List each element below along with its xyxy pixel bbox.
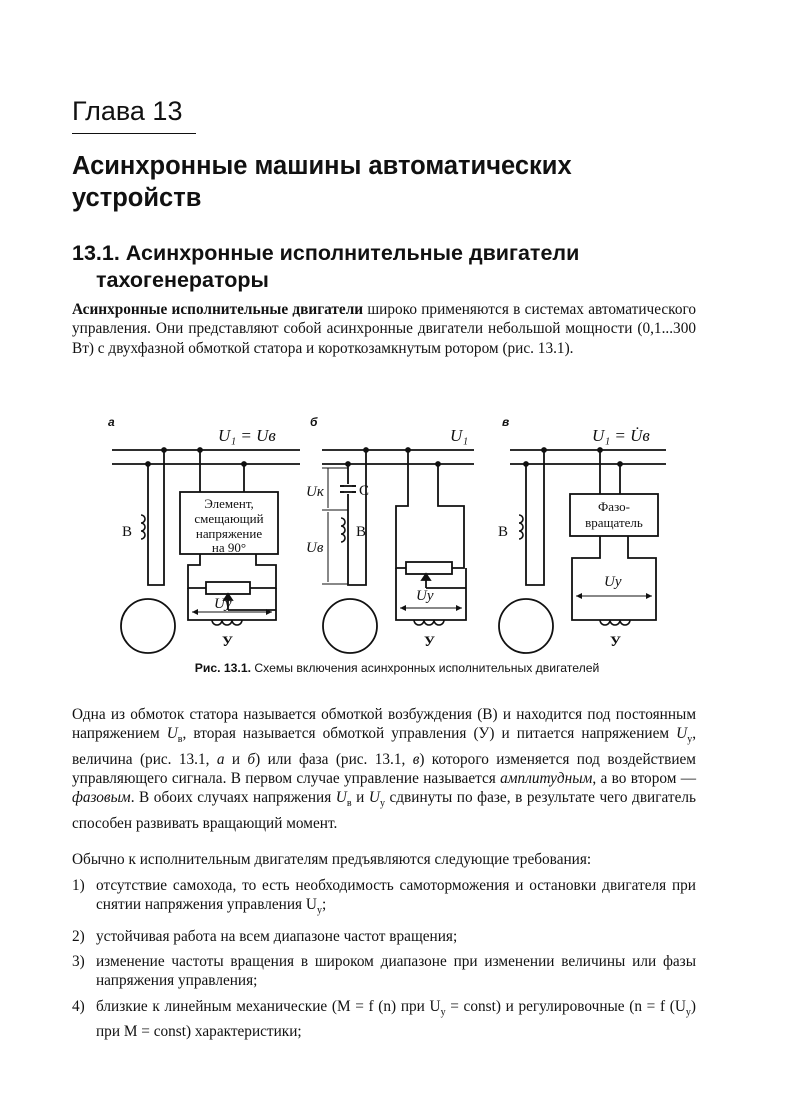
section-title <box>72 240 712 294</box>
section-title-line2: тахогенераторы <box>96 268 269 292</box>
circuit-figure <box>100 410 700 660</box>
intro-text: широко применяются в системах автоматического управления. Они представляют собой асинхронные двигатели небольшой мощности (0,1...300 Вт) с двухфазной обмоткой статора и короткозамкнутым ротором (рис. 13.1). <box>72 301 697 357</box>
phase-box-line2: вращатель <box>585 515 643 530</box>
list-item <box>72 927 696 946</box>
element-box-line4: на 90° <box>211 540 247 555</box>
panel-c-uy: Uу <box>604 574 622 590</box>
list-item-sub: у <box>440 1006 446 1018</box>
list-item-tail-2: ) при M = const) характеристики; <box>96 997 696 1040</box>
panel-b-coil-u: У <box>424 634 436 650</box>
list-item-number: 2) <box>72 927 85 945</box>
panel-c-coil-u: У <box>610 634 622 650</box>
p2-uv-2: U <box>335 789 347 807</box>
figure-caption-number: Рис. 13.1. <box>194 661 251 675</box>
element-box-line1: Элемент, <box>204 496 254 511</box>
panel-b-label: б <box>310 415 318 429</box>
list-item <box>72 952 696 991</box>
panel-c-coil-v: В <box>498 524 509 540</box>
p2-text-8: . В обоих случаях напряжения <box>130 789 336 807</box>
section-title-line1: 13.1. Асинхронные исполнительные двигатели <box>72 241 580 265</box>
intro-paragraph <box>72 300 696 358</box>
p2-ref-a: а <box>216 750 225 768</box>
panel-b-uv: Uв <box>306 540 324 556</box>
chapter-label: Глава 13 <box>72 93 196 134</box>
list-item-number: 3) <box>72 952 85 970</box>
phase-box-line1: Фазо- <box>598 499 630 514</box>
list-item-text: изменение частоты вращения в широком диапазоне при изменении величины или фазы напряжения управления; <box>96 952 696 990</box>
panel-a-label: а <box>108 415 115 429</box>
panel-a-uy: Uу <box>214 596 232 612</box>
requirements-list <box>72 876 696 1047</box>
list-item-sub: у <box>316 905 322 917</box>
p2-uy: U <box>676 725 688 743</box>
p2-text-5: ) или фаза (рис. 13.1, <box>255 750 413 768</box>
list-item-number: 4) <box>72 997 85 1015</box>
list-item-text: близкие к линейным механические (M = f (n) при U <box>96 997 441 1015</box>
p2-text-3: , величина (рис. 13.1, <box>72 725 697 768</box>
panel-b-cap: С <box>359 483 370 499</box>
p2-phase: фазовым <box>72 789 131 807</box>
element-box-line3: напряжение <box>195 526 263 541</box>
p2-text-1: Одна из обмоток статора называется обмоткой возбуждения (В) и находится под постоянным напряжением <box>72 706 696 743</box>
p2-uv-sub-2: в <box>346 798 352 810</box>
p2-text-6: ) которого изменяется под воздействием управляющего сигнала. В первом случае управление называется <box>72 750 696 787</box>
p2-text-9: и <box>351 789 369 807</box>
list-item-number: 1) <box>72 877 85 894</box>
p2-text-2: , вторая называется обмоткой управления (У) и питается напряжением <box>182 725 677 743</box>
p2-text-10: сдвинуты по фазе, в результате чего двигатель способен развивать вращающий момент. <box>72 789 696 832</box>
panel-c-voltage: U₁ = U̇в <box>592 426 650 445</box>
p2-uy-2: U <box>368 789 380 807</box>
panel-b-uy: Uу <box>416 588 434 604</box>
p2-uv-sub: в <box>177 734 183 746</box>
list-item-tail: = const) и регулировочные (n = f (U <box>445 997 686 1015</box>
requirements-intro: Обычно к исполнительным двигателям предъявляются следующие требования: <box>72 851 592 868</box>
figure-caption-text: Схемы включения асинхронных исполнительных двигателей <box>250 661 600 675</box>
panel-b-coil-v: В <box>356 524 367 540</box>
panel-c-label: в <box>502 415 510 429</box>
list-item-tail: ; <box>321 896 327 914</box>
p2-amplitude: амплитудным <box>500 769 593 787</box>
intro-bold-term: Асинхронные исполнительные двигатели <box>72 301 364 318</box>
list-item <box>72 876 696 921</box>
list-item-text: устойчивая работа на всем диапазоне частот вращения; <box>96 927 458 945</box>
stator-paragraph <box>72 705 696 833</box>
element-box-line2: смещающий <box>194 511 264 526</box>
p2-uv: U <box>166 725 178 743</box>
chapter-title-line2: устройств <box>72 184 202 212</box>
panel-a-coil-u: У <box>222 634 234 650</box>
p2-text-4: и <box>224 750 248 768</box>
chapter-title-line1: Асинхронные машины автоматических <box>72 152 572 180</box>
p2-ref-b: б <box>247 750 256 768</box>
list-item-text: отсутствие самохода, то есть необходимость самоторможения и остановки двигателя при снятии напряжения управления U <box>96 877 696 914</box>
panel-b-uk: Uк <box>306 484 324 500</box>
list-item <box>72 997 696 1042</box>
chapter-title <box>72 150 712 214</box>
panel-a-coil-v: В <box>122 524 133 540</box>
p2-ref-c: в <box>412 750 420 768</box>
panel-a-voltage: U₁ = Uв <box>218 426 276 445</box>
p2-uy-sub: у <box>687 734 693 746</box>
p2-text-7: , а во втором — <box>592 769 696 787</box>
figure-caption <box>0 661 794 675</box>
p2-uy-sub-2: у <box>379 798 385 810</box>
list-item-sub-2: у <box>685 1006 691 1018</box>
panel-b-voltage: U₁ <box>450 426 469 445</box>
